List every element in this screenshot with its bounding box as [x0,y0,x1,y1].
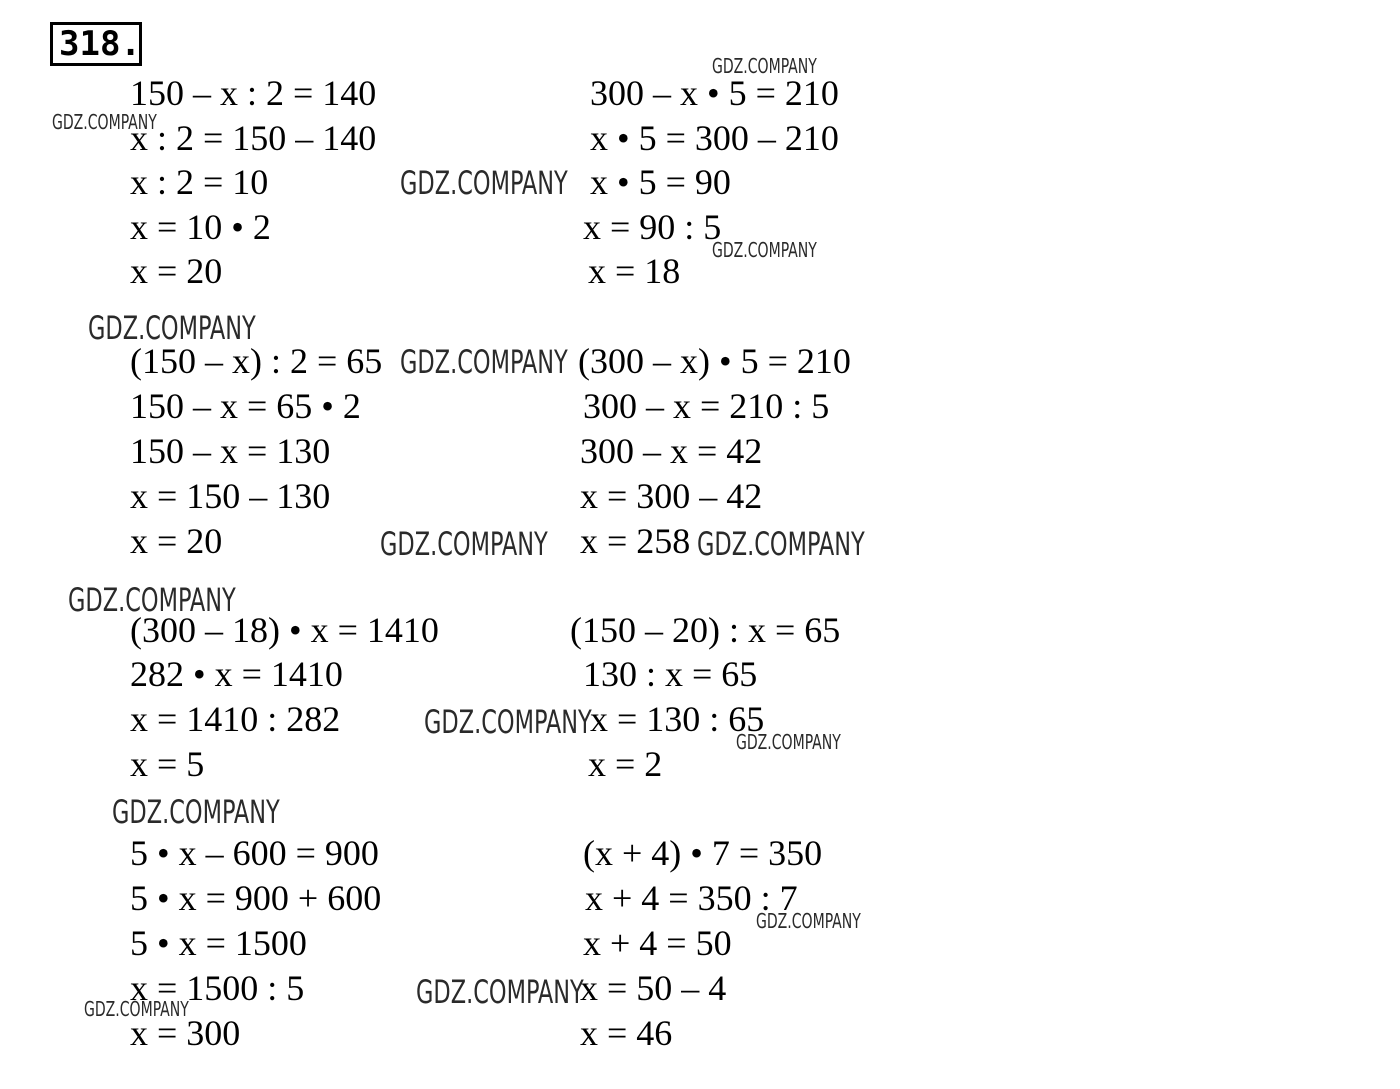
watermark-text: GDZ.COMPANY [400,164,568,202]
watermark-text: GDZ.COMPANY [88,309,256,347]
equation-line: x • 5 = 300 – 210 [590,118,839,158]
equation-line: x = 1410 : 282 [130,699,341,739]
watermark-text: GDZ.COMPANY [52,110,157,134]
equation-line: 300 – x • 5 = 210 [590,73,839,113]
watermark-text: GDZ.COMPANY [416,973,584,1011]
equation-line: x = 300 – 42 [580,476,763,516]
equation-line: 5 • x = 1500 [130,923,307,963]
equation-line: x = 130 : 65 [590,699,765,739]
watermark-text: GDZ.COMPANY [68,581,236,619]
task-number: 318. [59,24,141,64]
equation-line: x • 5 = 90 [590,162,731,202]
watermark-text: GDZ.COMPANY [112,793,280,831]
watermark-text: GDZ.COMPANY [712,238,817,262]
equation-line: (x + 4) • 7 = 350 [583,833,823,873]
watermark-text: GDZ.COMPANY [736,730,841,754]
watermark-text: GDZ.COMPANY [756,909,861,933]
watermark-text: GDZ.COMPANY [380,525,548,563]
equation-line: x = 150 – 130 [130,476,331,516]
equation-line: 300 – x = 42 [580,431,763,471]
equation-line: x : 2 = 10 [130,162,269,202]
equation-line: x = 300 [130,1013,241,1053]
equation-line: (150 – x) : 2 = 65 [130,341,383,381]
equation-line: x : 2 = 150 – 140 [130,118,377,158]
equation-line: 5 • x – 600 = 900 [130,833,379,873]
equation-line: x = 90 : 5 [583,207,722,247]
equation-line: (300 – 18) • x = 1410 [130,610,439,650]
equation-line: 300 – x = 210 : 5 [583,386,830,426]
equation-line: x = 18 [588,251,681,291]
watermark-text: GDZ.COMPANY [424,703,592,741]
equation-line: x = 10 • 2 [130,207,271,247]
equation-line: 150 – x = 130 [130,431,331,471]
equation-line: x = 2 [588,744,663,784]
equation-line: 130 : x = 65 [583,654,758,694]
watermark-text: GDZ.COMPANY [400,343,568,381]
watermark-text: GDZ.COMPANY [697,525,865,563]
equation-line: x = 20 [130,521,223,561]
equation-line: (150 – 20) : x = 65 [570,610,841,650]
equation-line: x = 46 [580,1013,673,1053]
equation-line: 5 • x = 900 + 600 [130,878,382,918]
equation-line: x = 50 – 4 [580,968,727,1008]
equation-line: 150 – x : 2 = 140 [130,73,377,113]
task-number-box [50,22,142,66]
equation-line: x + 4 = 50 [583,923,732,963]
watermark-text: GDZ.COMPANY [712,54,817,78]
equation-line: (300 – x) • 5 = 210 [578,341,851,381]
equation-line: x = 5 [130,744,205,784]
equation-line: x = 1500 : 5 [130,968,305,1008]
equation-line: 150 – x = 65 • 2 [130,386,361,426]
equation-line: x + 4 = 350 : 7 [585,878,798,918]
equation-line: x = 20 [130,251,223,291]
watermark-text: GDZ.COMPANY [84,997,189,1021]
equation-line: 282 • x = 1410 [130,654,343,694]
equation-line: x = 258 [580,521,691,561]
